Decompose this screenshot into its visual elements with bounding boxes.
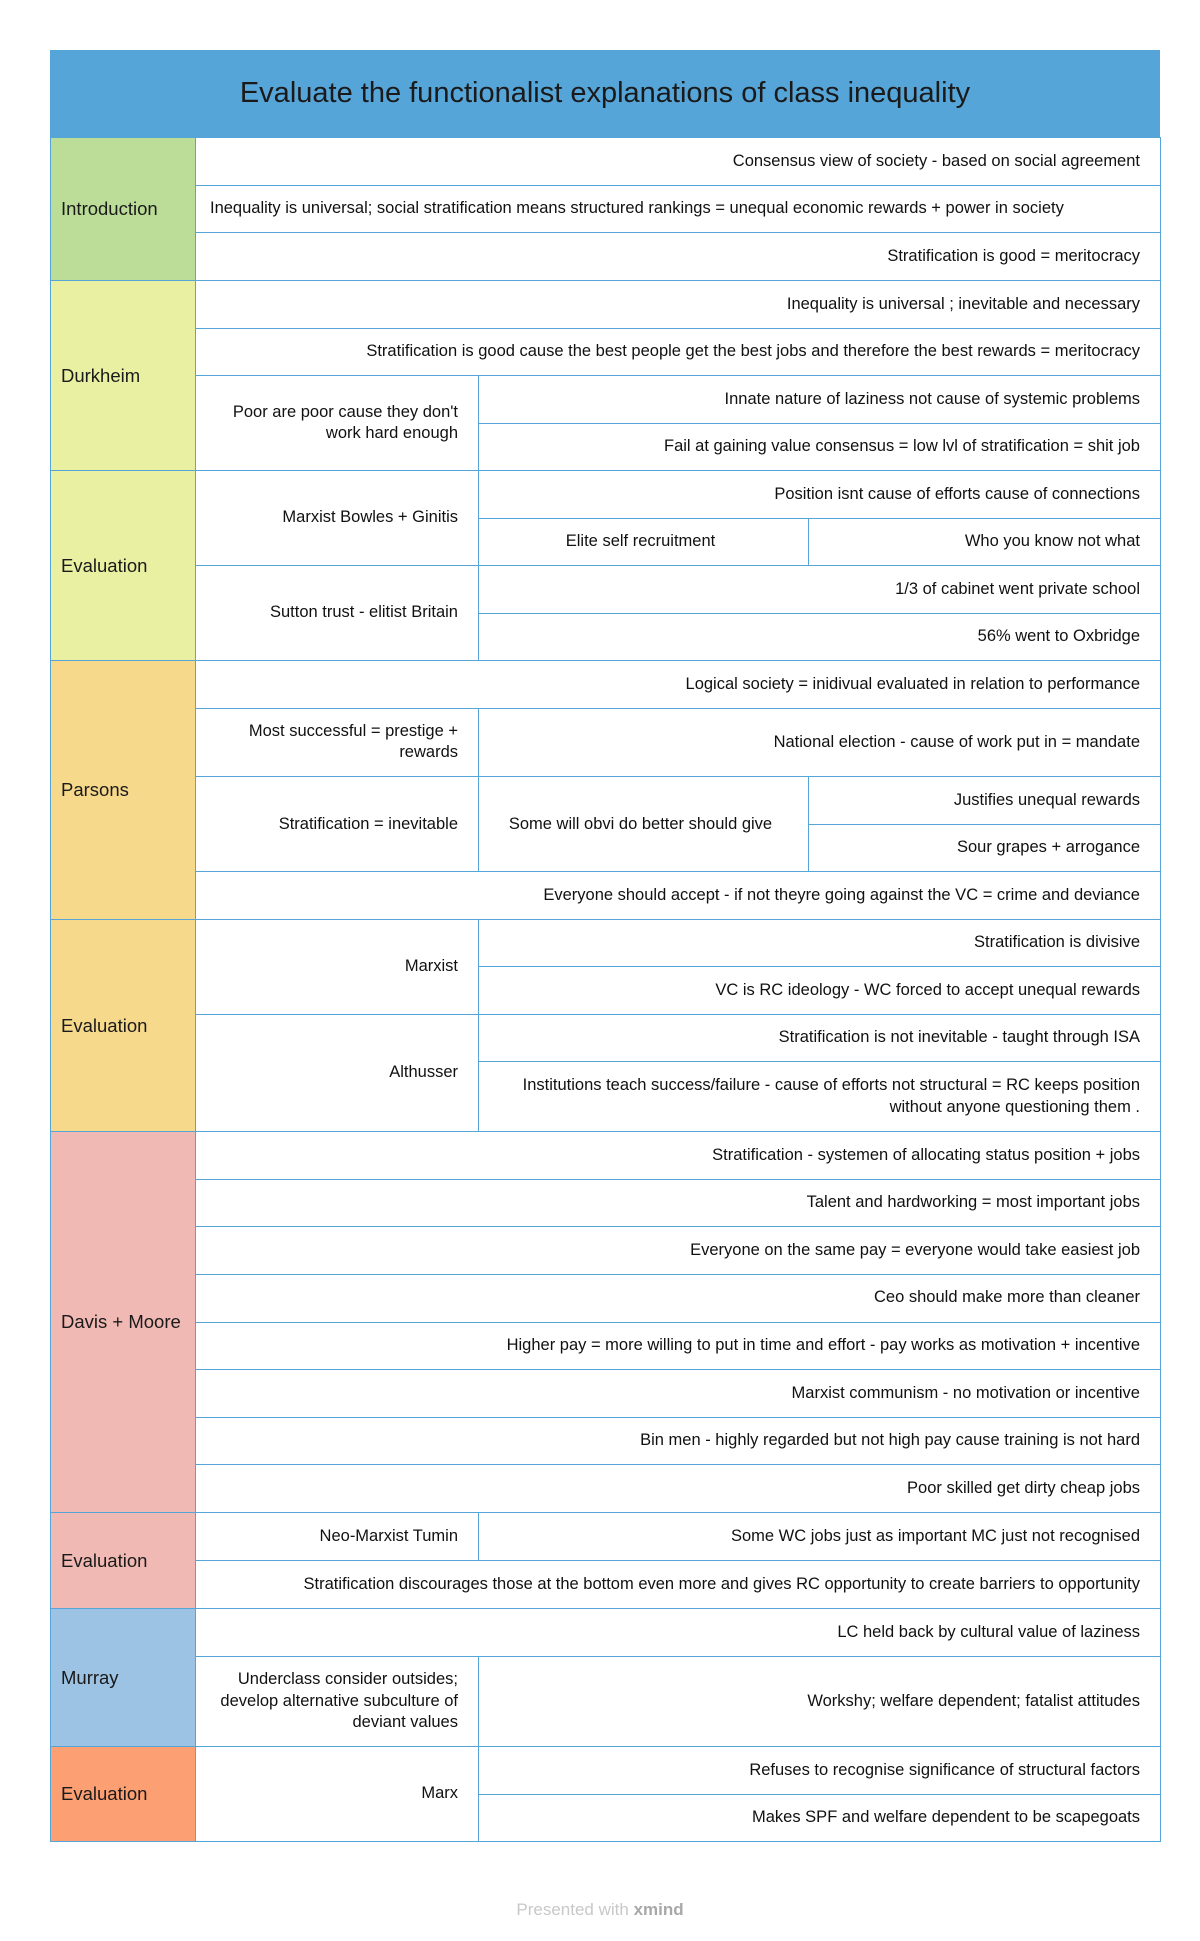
map-node: Althusser (195, 1014, 479, 1132)
map-node: Most successful = prestige + rewards (195, 708, 479, 778)
map-node: Stratification is good cause the best people get the best jobs and therefore the best rewards = meritocracy (195, 328, 1161, 377)
map-node: Stratification is good = meritocracy (195, 232, 1161, 281)
map-node: Bin men - highly regarded but not high pay cause training is not hard (195, 1417, 1161, 1466)
map-node: Justifies unequal rewards (808, 776, 1161, 825)
map-node: Sutton trust - elitist Britain (195, 565, 479, 661)
section-label-parsons: Parsons (50, 660, 196, 920)
section-label-davis-moore: Davis + Moore (50, 1131, 196, 1513)
map-node: Sour grapes + arrogance (808, 824, 1161, 873)
map-node: Inequality is universal; social stratification means structured rankings = unequal economic rewards + power in society (195, 185, 1161, 234)
map-node: Ceo should make more than cleaner (195, 1274, 1161, 1323)
map-node: Marxist communism - no motivation or incentive (195, 1369, 1161, 1418)
map-node: Everyone on the same pay = everyone would take easiest job (195, 1226, 1161, 1275)
map-node: Inequality is universal ; inevitable and necessary (195, 280, 1161, 329)
map-node: Consensus view of society - based on social agreement (195, 137, 1161, 186)
map-node: Fail at gaining value consensus = low lvl of stratification = shit job (478, 423, 1161, 472)
map-node: Stratification is not inevitable - taught through ISA (478, 1014, 1161, 1062)
map-node: Workshy; welfare dependent; fatalist attitudes (478, 1656, 1161, 1747)
section-label-durkheim: Durkheim (50, 280, 196, 471)
map-node: Makes SPF and welfare dependent to be scapegoats (478, 1794, 1161, 1843)
footer (0, 1900, 1200, 1920)
map-node: Higher pay = more willing to put in time and effort - pay works as motivation + incentive (195, 1322, 1161, 1371)
map-node: Neo-Marxist Tumin (195, 1512, 479, 1561)
section-label-introduction: Introduction (50, 137, 196, 281)
map-node: Marxist Bowles + Ginitis (195, 470, 479, 566)
section-label-evaluation: Evaluation (50, 1512, 196, 1609)
section-label-evaluation: Evaluation (50, 1746, 196, 1842)
map-node: Elite self recruitment (478, 518, 809, 567)
map-node: Marxist (195, 919, 479, 1015)
map-node: Institutions teach success/failure - cause of efforts not structural = RC keeps position without anyone questioning them . (478, 1061, 1161, 1132)
map-node: Logical society = inidivual evaluated in relation to performance (195, 660, 1161, 709)
page-title: Evaluate the functionalist explanations of class inequality (50, 50, 1160, 137)
footer-prefix: Presented with (516, 1900, 629, 1919)
map-node: VC is RC ideology - WC forced to accept unequal rewards (478, 966, 1161, 1014)
map-node: Stratification discourages those at the bottom even more and gives RC opportunity to create barriers to opportunity (195, 1560, 1161, 1609)
map-node: Refuses to recognise significance of structural factors (478, 1746, 1161, 1795)
section-label-evaluation: Evaluation (50, 470, 196, 661)
map-node: Stratification - systemen of allocating status position + jobs (195, 1131, 1161, 1180)
map-node: Some will obvi do better should give (478, 776, 809, 872)
map-node: Innate nature of laziness not cause of systemic problems (478, 375, 1161, 424)
map-node: Everyone should accept - if not theyre going against the VC = crime and deviance (195, 871, 1161, 920)
map-node: Talent and hardworking = most important jobs (195, 1179, 1161, 1228)
map-node: Stratification is divisive (478, 919, 1161, 967)
map-node: Underclass consider outsides; develop alternative subculture of deviant values (195, 1656, 479, 1747)
map-node: 56% went to Oxbridge (478, 613, 1161, 662)
map-node: 1/3 of cabinet went private school (478, 565, 1161, 614)
xmind-logo: xmind (633, 1900, 684, 1919)
map-node: National election - cause of work put in = mandate (478, 708, 1161, 778)
section-label-murray: Murray (50, 1608, 196, 1747)
map-node: Poor skilled get dirty cheap jobs (195, 1464, 1161, 1513)
map-node: Stratification = inevitable (195, 776, 479, 872)
map-node: Who you know not what (808, 518, 1161, 567)
map-node: LC held back by cultural value of laziness (195, 1608, 1161, 1657)
map-node: Some WC jobs just as important MC just not recognised (478, 1512, 1161, 1561)
map-node: Position isnt cause of efforts cause of connections (478, 470, 1161, 519)
map-node: Poor are poor cause they don't work hard enough (195, 375, 479, 471)
section-label-evaluation: Evaluation (50, 919, 196, 1132)
map-node: Marx (195, 1746, 479, 1842)
